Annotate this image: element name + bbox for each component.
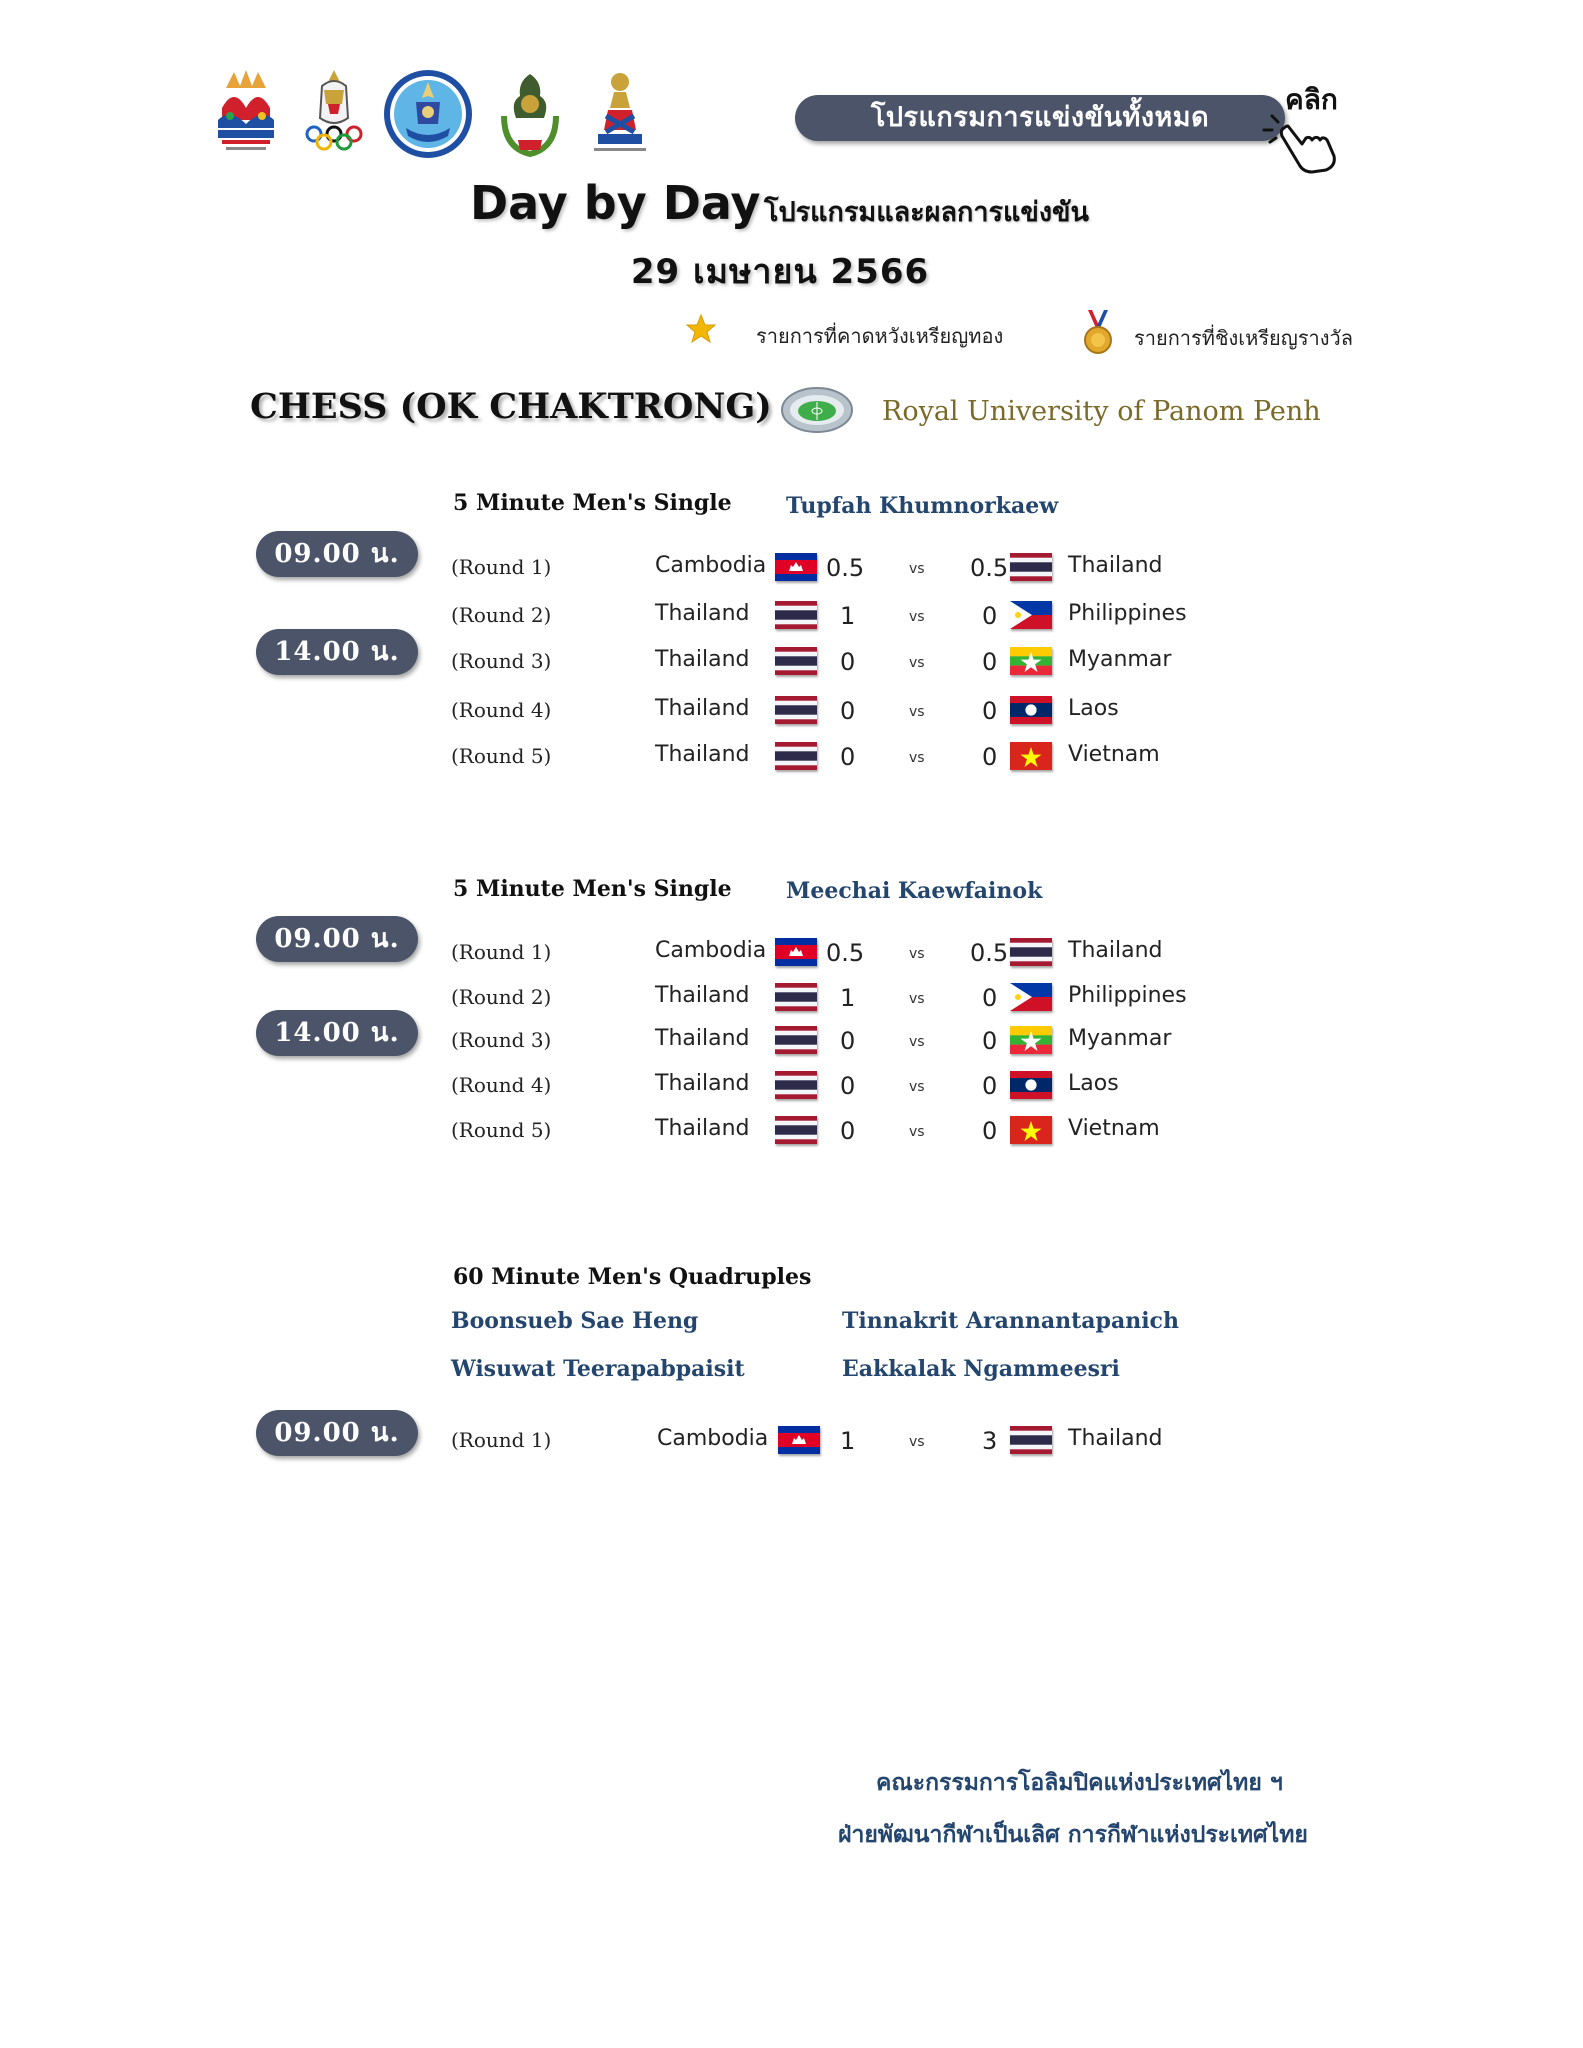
star-icon (686, 314, 716, 344)
ministry-seal-logo (382, 68, 474, 160)
home-score: 1 (840, 602, 856, 630)
home-country: Thailand (655, 601, 750, 626)
round-label: (Round 1) (451, 555, 552, 579)
thailand-flag-icon (1010, 938, 1052, 966)
athlete-name: Tupfah Khumnorkaew (786, 493, 1059, 519)
away-country: Philippines (1068, 983, 1187, 1008)
footer-department: ฝ่ายพัฒนากีฬาเป็นเลิศ การกีฬาแห่งประเทศไทย (838, 1822, 1308, 1848)
home-country: Thailand (655, 742, 750, 767)
away-country: Thailand (1068, 938, 1163, 963)
vs-label: vs (909, 704, 925, 720)
home-country: Thailand (655, 1071, 750, 1096)
all-schedule-button[interactable]: โปรแกรมการแข่งขันทั้งหมด (795, 95, 1285, 141)
vs-label: vs (909, 946, 925, 962)
thailand-flag-icon (775, 1116, 817, 1144)
round-label: (Round 1) (451, 940, 552, 964)
philippines-flag-icon (1010, 601, 1052, 629)
click-label[interactable]: คลิก (1285, 83, 1338, 116)
home-country: Cambodia (655, 553, 767, 578)
home-score: 0.5 (826, 554, 865, 582)
vs-label: vs (909, 609, 925, 625)
pointing-hand-icon[interactable] (1258, 108, 1344, 174)
footer-organization: คณะกรรมการโอลิมปิคแห่งประเทศไทย ฯ (876, 1770, 1283, 1796)
away-score: 0 (982, 1072, 998, 1100)
away-score: 0 (982, 1027, 998, 1055)
away-country: Vietnam (1068, 1116, 1160, 1141)
round-label: (Round 1) (451, 1428, 552, 1452)
away-score: 3 (982, 1427, 998, 1455)
round-label: (Round 3) (451, 649, 552, 673)
away-country: Myanmar (1068, 1026, 1172, 1051)
logo-strip (210, 68, 660, 164)
sports-authority-logo (494, 68, 566, 160)
thailand-flag-icon (775, 983, 817, 1011)
athlete-name: Meechai Kaewfainok (786, 878, 1043, 904)
page-date: 29 เมษายน 2566 (630, 252, 930, 292)
laos-flag-icon (1010, 696, 1052, 724)
cambodia-2023-logo (210, 68, 282, 160)
away-country: Laos (1068, 1071, 1119, 1096)
home-score: 0 (840, 697, 856, 725)
away-score: 0 (982, 697, 998, 725)
home-country: Thailand (655, 1026, 750, 1051)
sport-title: CHESS (OK CHAKTRONG) (250, 386, 772, 427)
thailand-flag-icon (775, 601, 817, 629)
time-badge: 09.00 น. (256, 531, 418, 577)
home-country: Thailand (655, 1116, 750, 1141)
home-country: Thailand (655, 647, 750, 672)
home-score: 1 (840, 1427, 856, 1455)
away-score: 0.5 (970, 554, 1009, 582)
round-label: (Round 5) (451, 1118, 552, 1142)
away-country: Philippines (1068, 601, 1187, 626)
vs-label: vs (909, 1124, 925, 1140)
thailand-flag-icon (775, 696, 817, 724)
event-title: 5 Minute Men's Single (453, 876, 732, 902)
round-label: (Round 2) (451, 985, 552, 1009)
home-country: Cambodia (655, 938, 767, 963)
time-badge: 14.00 น. (256, 1010, 418, 1056)
legend-gold-expected: รายการที่คาดหวังเหรียญทอง (756, 324, 1004, 348)
time-badge: 14.00 น. (256, 629, 418, 675)
vietnam-flag-icon (1010, 742, 1052, 770)
away-country: Myanmar (1068, 647, 1172, 672)
round-label: (Round 3) (451, 1028, 552, 1052)
home-score: 1 (840, 984, 856, 1012)
event-title: 60 Minute Men's Quadruples (453, 1264, 812, 1290)
away-score: 0 (982, 743, 998, 771)
away-score: 0 (982, 648, 998, 676)
laos-flag-icon (1010, 1071, 1052, 1099)
vs-label: vs (909, 1034, 925, 1050)
olympic-committee-thailand-logo (298, 68, 370, 160)
home-country: Thailand (655, 696, 750, 721)
away-score: 0.5 (970, 939, 1009, 967)
thailand-flag-icon (775, 647, 817, 675)
thailand-flag-icon (775, 1026, 817, 1054)
round-label: (Round 2) (451, 603, 552, 627)
thailand-flag-icon (1010, 553, 1052, 581)
athlete-name: Tinnakrit Arannantapanich (842, 1308, 1179, 1334)
home-score: 0 (840, 743, 856, 771)
vs-label: vs (909, 655, 925, 671)
vietnam-flag-icon (1010, 1116, 1052, 1144)
home-score: 0 (840, 1027, 856, 1055)
away-score: 0 (982, 984, 998, 1012)
athlete-name: Wisuwat Teerapabpaisit (451, 1356, 745, 1382)
thailand-flag-icon (1010, 1426, 1052, 1454)
myanmar-flag-icon (1010, 1026, 1052, 1054)
away-score: 0 (982, 602, 998, 630)
away-country: Vietnam (1068, 742, 1160, 767)
round-label: (Round 5) (451, 744, 552, 768)
vs-label: vs (909, 1079, 925, 1095)
page-subtitle: โปรแกรมและผลการแข่งขัน (764, 197, 1089, 228)
home-country: Cambodia (657, 1426, 769, 1451)
athlete-name: Eakkalak Ngammeesri (842, 1356, 1120, 1382)
home-score: 0 (840, 648, 856, 676)
page-title: Day by Day (470, 176, 761, 230)
myanmar-flag-icon (1010, 647, 1052, 675)
venue-label: Royal University of Panom Penh (882, 396, 1321, 427)
nsdf-logo (584, 68, 656, 160)
time-badge: 09.00 น. (256, 916, 418, 962)
away-country: Thailand (1068, 553, 1163, 578)
home-score: 0.5 (826, 939, 865, 967)
home-score: 0 (840, 1117, 856, 1145)
cambodia-flag-icon (775, 553, 817, 581)
legend-medal-match: รายการที่ชิงเหรียญรางวัล (1134, 326, 1354, 350)
stadium-icon (780, 380, 854, 436)
athlete-name: Boonsueb Sae Heng (451, 1308, 699, 1334)
thailand-flag-icon (775, 1071, 817, 1099)
away-score: 0 (982, 1117, 998, 1145)
time-badge: 09.00 น. (256, 1410, 418, 1456)
cambodia-flag-icon (778, 1426, 820, 1454)
vs-label: vs (909, 561, 925, 577)
vs-label: vs (909, 991, 925, 1007)
round-label: (Round 4) (451, 698, 552, 722)
round-label: (Round 4) (451, 1073, 552, 1097)
away-country: Thailand (1068, 1426, 1163, 1451)
vs-label: vs (909, 750, 925, 766)
home-country: Thailand (655, 983, 750, 1008)
vs-label: vs (909, 1434, 925, 1450)
philippines-flag-icon (1010, 983, 1052, 1011)
event-title: 5 Minute Men's Single (453, 490, 732, 516)
thailand-flag-icon (775, 742, 817, 770)
home-score: 0 (840, 1072, 856, 1100)
medal-icon (1082, 310, 1114, 356)
away-country: Laos (1068, 696, 1119, 721)
cambodia-flag-icon (775, 938, 817, 966)
